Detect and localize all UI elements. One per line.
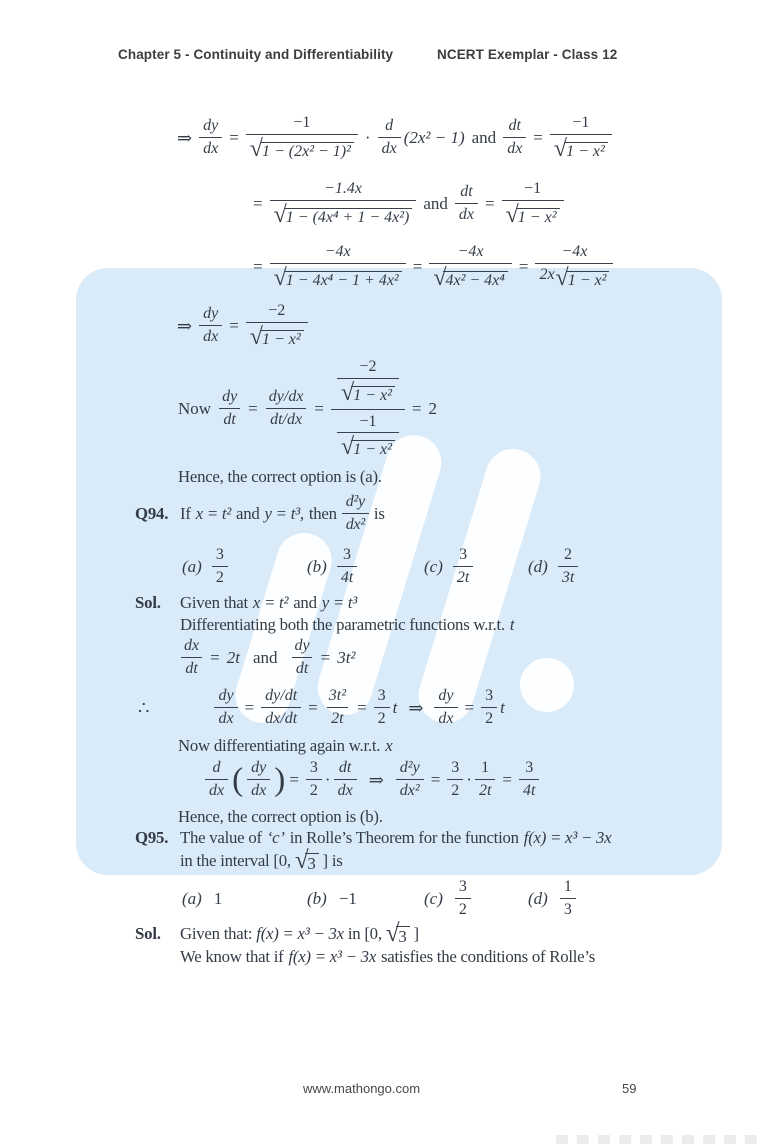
question-number: Q95. xyxy=(135,828,169,847)
options-q94 xyxy=(0,544,768,590)
sqrt-radical: √ 1 − x² xyxy=(341,381,395,406)
option-a: (a) 3 2 xyxy=(182,546,228,588)
fraction: −4x 2x √ 1 − x² xyxy=(535,243,613,291)
sqrt-radical: √ 1 − (2x² − 1)² xyxy=(250,137,354,162)
fraction: dt dx xyxy=(334,759,357,801)
solution-94-line-3: $\frac{dx}{dt}$ = 2t and $\frac{dy}{dt}$ = 3t² xyxy=(180,636,356,680)
fraction: $\frac{dy/dx}{dt/dx}$ xyxy=(265,388,308,430)
fraction: −4x √ 4x² − 4x⁴ xyxy=(429,243,512,291)
sqrt-radical: √ 1 − x² xyxy=(250,325,304,350)
implies-icon: ⇒ xyxy=(408,697,424,718)
solution-95-line-2: We know that if f(x) = x³ − 3x satisfies the conditions of Rolle’s xyxy=(180,947,596,966)
sqrt-radical: √ 1 − x² xyxy=(556,266,610,291)
option-c: (c) 3 2 xyxy=(424,878,471,920)
fraction: −1 √ 1 − x² xyxy=(550,114,612,162)
fraction: −1 √ 1 − (2x² − 1)² xyxy=(246,114,358,162)
solution-94-line-4: ∴ $\frac{dy}{dx}$ = $\frac{dy/dt}{dx/dt}$ = $\frac{\text{3t²}}{2t}$ = $\frac{3}{2}$ t ⇒ $\frac{dy}{dx}$ = $\frac{3}{2}$ t xyxy=(138,687,505,727)
implies-icon: ⇒ xyxy=(177,127,193,148)
fraction: −1 √ 1 − x² xyxy=(337,413,399,461)
fraction: $\frac{3}{2}$ xyxy=(447,759,463,801)
sqrt-radical: √ 1 − (4x⁴ + 1 − 4x²) xyxy=(274,203,413,228)
equation-line-2: = −1.4x √ 1 − (4x⁴ + 1 − 4x²) and $\frac{dt}{dx}$ = −1 √ 1 − x² xyxy=(253,174,564,234)
page-number: 59 xyxy=(622,1081,637,1096)
fraction xyxy=(331,358,405,461)
fraction: $\frac{dy}{dx}$ xyxy=(214,687,237,729)
fraction: dy dx xyxy=(247,759,270,801)
solution-label: Sol. xyxy=(135,924,161,943)
equation-line-3: = −4x √ 1 − 4x⁴ − 1 + 4x² = −4x √ 4x² − 4x⁴ = −4x 2x √ 1 − x² xyxy=(253,238,613,296)
sqrt-radical: √ 3 xyxy=(295,848,319,874)
fraction: d dx xyxy=(205,759,228,801)
implies-icon: ⇒ xyxy=(368,769,384,790)
fraction: $\frac{3}{2}$ xyxy=(306,759,322,801)
footer-site-link[interactable]: www.mathongo.com xyxy=(303,1081,421,1096)
hence-line-b: Hence, the correct option is (b). xyxy=(178,807,383,826)
sqrt-radical: √ 1 − x² xyxy=(341,435,395,460)
fraction: 1 3 xyxy=(560,878,576,920)
option-a: (a) 1 xyxy=(182,889,223,908)
fraction: $\frac{dy}{dt}$ xyxy=(218,388,241,430)
option-b: (b) −1 xyxy=(307,889,357,908)
solution-label: Sol. xyxy=(135,593,161,612)
sqrt-radical: √ 1 − x² xyxy=(506,203,560,228)
chapter-title: Chapter 5 - Continuity and Differentiability xyxy=(118,47,394,62)
equation-line-5: Now $\frac{dy}{dt}$ = $\frac{dy/dx}{dt/dx}$ = −2 √ 1 − x² −1 √ 1 − x² = 2 xyxy=(178,356,437,462)
option-d: (d) 1 3 xyxy=(528,878,576,920)
fraction: −2 √ 1 − x² xyxy=(246,302,308,350)
solution-94-line-5: Now differentiating again w.r.t. x xyxy=(178,736,393,755)
fraction: 3 2 xyxy=(455,878,471,920)
book-title: NCERT Exemplar - Class 12 xyxy=(437,47,618,62)
equation-line-1: ⇒ $\frac{dy}{dx}$ = −1 √ 1 − (2x² − 1)² · d dx (2x² − 1) and $\frac{dt}{dx}$ = −1 √ 1 − x² xyxy=(177,106,612,170)
fraction: $\frac{dy}{dx}$ xyxy=(199,305,222,347)
fraction: $\frac{3}{2}$ xyxy=(481,687,497,729)
fraction: $\frac{dy}{dx}$ xyxy=(199,117,222,159)
left-paren: ( xyxy=(232,761,244,799)
solution-95-line-1: Sol. Given that: f(x) = x³ − 3x in [0, √ 3 ] xyxy=(180,921,419,947)
fraction: 3 2t xyxy=(453,546,473,588)
solution-94-line-6: d dx ( dy dx ) = $\frac{3}{2}$ · dt dx ⇒ $\frac{\text{d²y}}{\text{dx²}}$ = $\frac{3}{2}$ · $\frac{1}{2t}$ = $\frac{3}{4t}$ xyxy=(205,756,539,804)
fraction: −2 √ 1 − x² xyxy=(337,358,399,406)
fraction: $\frac{dy}{dt}$ xyxy=(290,637,313,679)
fraction: d dx xyxy=(378,117,401,159)
sqrt-radical: √ 1 − 4x⁴ − 1 + 4x² xyxy=(274,266,402,291)
sqrt-radical: √ 3 xyxy=(386,921,410,947)
options-q95 xyxy=(0,878,768,920)
fraction: $\frac{dy}{dx}$ xyxy=(434,687,457,729)
fraction: $\frac{\text{3t²}}{2t}$ xyxy=(328,687,346,727)
sqrt-radical: √ 1 − x² xyxy=(554,137,608,162)
sqrt-radical: √ 4x² − 4x⁴ xyxy=(433,266,508,291)
fraction: $\frac{3}{4t}$ xyxy=(519,759,539,801)
option-c: (c) 3 2t xyxy=(424,546,473,588)
fraction: 3 2 xyxy=(212,546,228,588)
solution-94-line-1: Sol. Given that x = t² and y = t³ xyxy=(135,593,358,612)
fraction: −1 √ 1 − x² xyxy=(502,180,564,228)
fraction: 2 3t xyxy=(558,546,578,588)
option-d: (d) 2 3t xyxy=(528,546,578,588)
option-b: (b) 3 4t xyxy=(307,546,357,588)
fraction: $\frac{\text{d²y}}{\text{dx²}}$ xyxy=(396,759,424,801)
fraction: $\frac{dy/dt}{dx/dt}$ xyxy=(261,687,301,729)
fraction: $\frac{3}{2}$ xyxy=(374,687,390,729)
fraction: $\frac{dt}{dx}$ xyxy=(455,183,478,225)
question-95-line-2: in the interval [0, √ 3 ] is xyxy=(180,849,343,873)
fraction: −1.4x √ 1 − (4x⁴ + 1 − 4x²) xyxy=(270,180,417,228)
fraction: −4x √ 1 − 4x⁴ − 1 + 4x² xyxy=(270,243,406,291)
fraction: $\frac{dx}{dt}$ xyxy=(180,637,203,679)
fraction: $\frac{dt}{dx}$ xyxy=(503,117,526,159)
question-94: Q94. If x = t² and y = t³, then d²y dx² is xyxy=(135,493,385,533)
question-95-line-1: Q95. The value of ‘c’ in Rolle’s Theorem for the function f(x) = x³ − 3x xyxy=(135,828,612,847)
therefore-icon: ∴ xyxy=(138,697,150,718)
solution-94-line-2: Differentiating both the parametric functions w.r.t. t xyxy=(180,615,515,634)
question-number: Q94. xyxy=(135,504,169,523)
fraction: 3 4t xyxy=(337,546,357,588)
right-paren: ) xyxy=(274,761,286,799)
fraction: d²y dx² xyxy=(342,493,369,535)
implies-icon: ⇒ xyxy=(177,315,193,336)
fraction: $\frac{1}{2t}$ xyxy=(475,759,495,801)
equation-line-4: ⇒ $\frac{dy}{dx}$ = −2 √ 1 − x² xyxy=(177,297,308,355)
logo-dot-icon xyxy=(520,658,574,712)
hence-line-a: Hence, the correct option is (a). xyxy=(178,467,382,486)
